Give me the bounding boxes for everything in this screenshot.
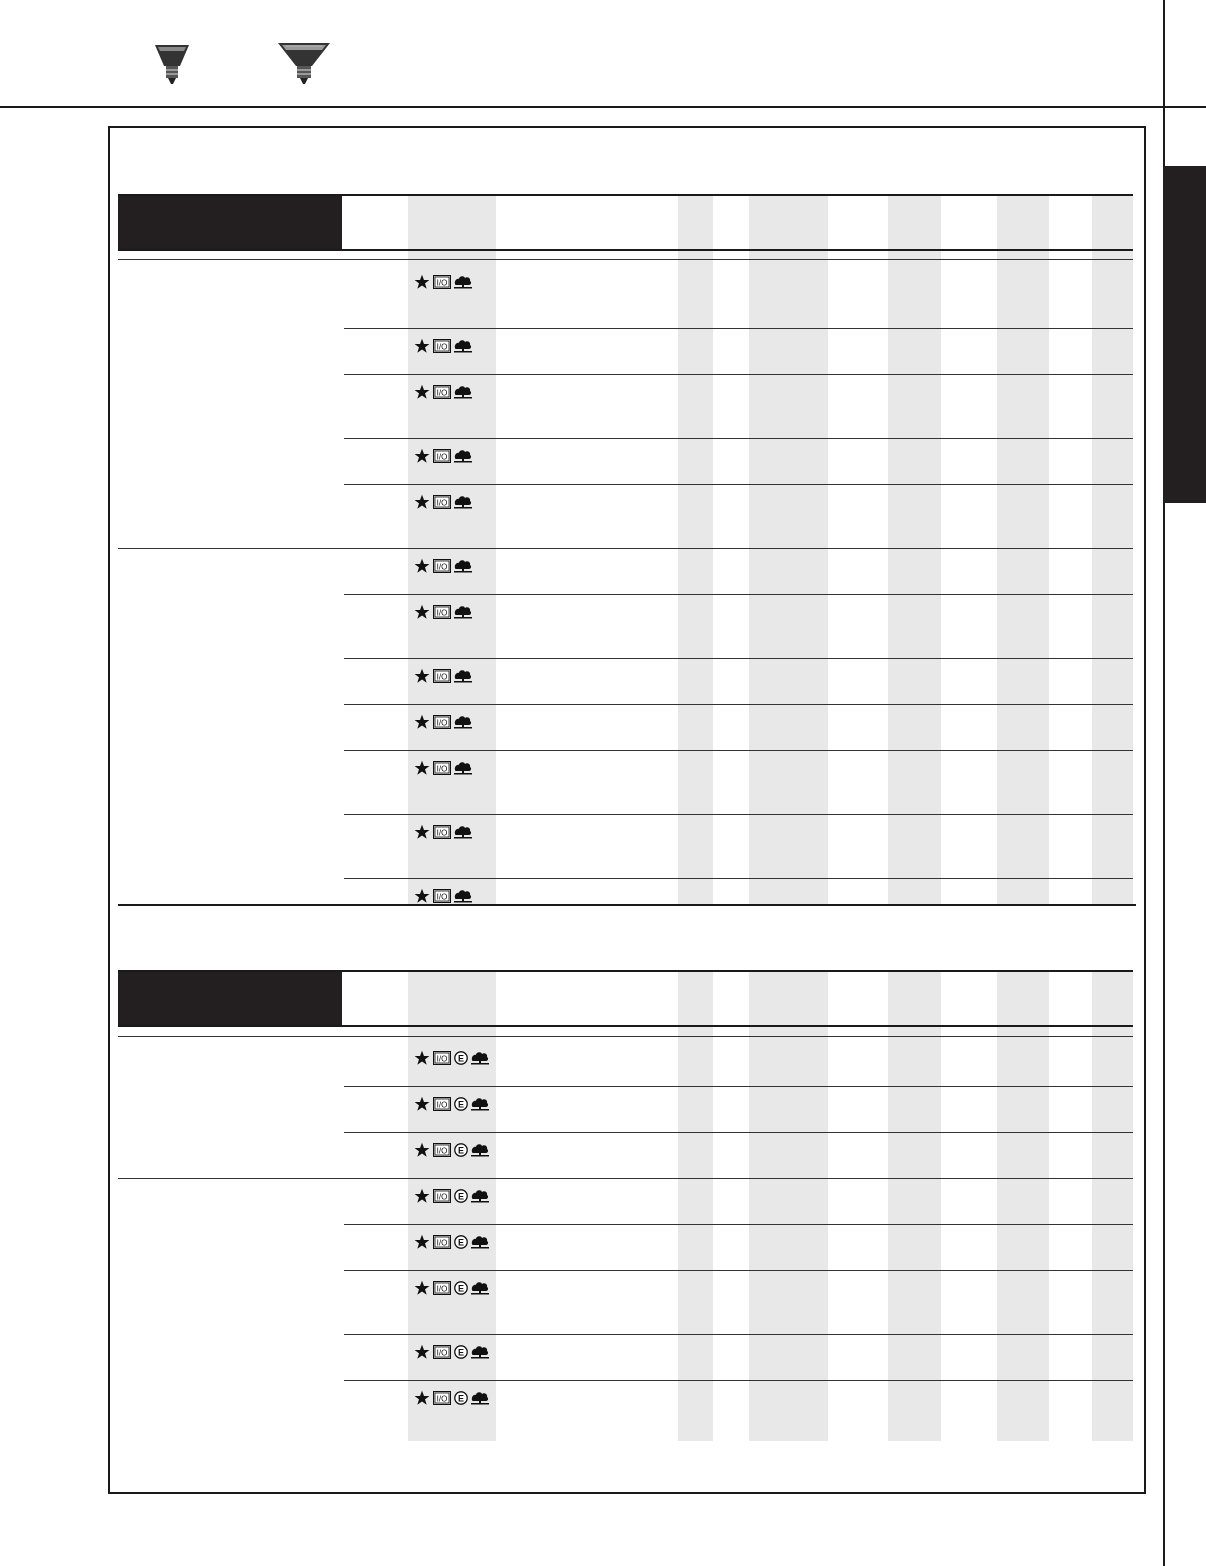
outdoor-tree-icon (454, 889, 472, 903)
indoor-outdoor-icon (433, 1235, 451, 1249)
indoor-outdoor-icon (433, 669, 451, 683)
star-icon (414, 1234, 430, 1250)
row-divider (344, 1086, 1133, 1087)
table-row-glyphs (414, 558, 472, 574)
indoor-outdoor-icon (433, 825, 451, 839)
energy-icon (454, 1391, 468, 1405)
svg-text:I/O: I/O (436, 498, 448, 508)
group-divider (118, 548, 1133, 549)
svg-text:E: E (457, 1145, 465, 1156)
content-frame (108, 126, 1146, 1494)
row-divider (344, 1224, 1133, 1225)
star-icon (414, 1142, 430, 1158)
indoor-outdoor-icon (433, 1143, 451, 1157)
column-shade (888, 972, 941, 1441)
table-row-glyphs (414, 1234, 489, 1250)
star-icon (414, 1188, 430, 1204)
indoor-outdoor-icon (433, 1097, 451, 1111)
table-header-sub-rule (118, 259, 1133, 260)
table-header-block (118, 196, 342, 250)
row-divider (344, 328, 1133, 329)
outdoor-tree-icon (454, 605, 472, 619)
svg-text:E: E (457, 1393, 465, 1404)
outdoor-tree-icon (454, 559, 472, 573)
indoor-outdoor-icon (433, 385, 451, 399)
outdoor-tree-icon (471, 1097, 489, 1111)
star-icon (414, 714, 430, 730)
outdoor-tree-icon (454, 761, 472, 775)
star-icon (414, 274, 430, 290)
row-divider (344, 814, 1133, 815)
svg-text:I/O: I/O (436, 342, 448, 352)
star-icon (414, 604, 430, 620)
star-icon (414, 384, 430, 400)
row-divider (344, 658, 1133, 659)
star-icon (414, 1390, 430, 1406)
indoor-outdoor-icon (433, 715, 451, 729)
row-divider (344, 438, 1133, 439)
table-row-glyphs (414, 494, 472, 510)
svg-text:I/O: I/O (436, 1238, 448, 1248)
svg-text:E: E (457, 1347, 465, 1358)
star-icon (414, 1096, 430, 1112)
indoor-outdoor-icon (433, 449, 451, 463)
indoor-outdoor-icon (433, 1391, 451, 1405)
outdoor-tree-icon (454, 669, 472, 683)
table-row-glyphs (414, 384, 472, 400)
outdoor-tree-icon (471, 1281, 489, 1295)
svg-text:I/O: I/O (436, 718, 448, 728)
table-header-sub-rule (118, 1036, 1133, 1037)
svg-text:I/O: I/O (436, 672, 448, 682)
outdoor-tree-icon (471, 1391, 489, 1405)
svg-text:I/O: I/O (436, 1192, 448, 1202)
row-divider (344, 704, 1133, 705)
table-row-glyphs (414, 1390, 489, 1406)
svg-text:I/O: I/O (436, 764, 448, 774)
outdoor-tree-icon (471, 1143, 489, 1157)
svg-text:I/O: I/O (436, 562, 448, 572)
indoor-outdoor-icon (433, 1345, 451, 1359)
star-icon (414, 338, 430, 354)
row-divider (344, 878, 1133, 879)
table-header-bottom-rule (118, 249, 1133, 251)
row-divider (344, 1132, 1133, 1133)
row-divider (344, 484, 1133, 485)
svg-text:I/O: I/O (436, 1284, 448, 1294)
row-divider (344, 374, 1133, 375)
outdoor-tree-icon (471, 1235, 489, 1249)
outdoor-tree-icon (454, 825, 472, 839)
svg-text:I/O: I/O (436, 1100, 448, 1110)
svg-text:I/O: I/O (436, 1146, 448, 1156)
svg-text:I/O: I/O (436, 388, 448, 398)
star-icon (414, 1344, 430, 1360)
column-shade (997, 972, 1049, 1441)
table-row-glyphs (414, 888, 472, 904)
star-icon (414, 1050, 430, 1066)
energy-icon (454, 1345, 468, 1359)
energy-icon (454, 1051, 468, 1065)
star-icon (414, 448, 430, 464)
row-divider (344, 750, 1133, 751)
star-icon (414, 824, 430, 840)
column-shade (678, 196, 713, 906)
indoor-outdoor-icon (433, 1051, 451, 1065)
table-row-glyphs (414, 1142, 489, 1158)
column-shade (997, 196, 1049, 906)
table-row-glyphs (414, 1344, 489, 1360)
indoor-outdoor-icon (433, 275, 451, 289)
svg-text:I/O: I/O (436, 452, 448, 462)
star-icon (414, 558, 430, 574)
svg-text:E: E (457, 1053, 465, 1064)
svg-text:E: E (457, 1237, 465, 1248)
outdoor-tree-icon (471, 1189, 489, 1203)
table-row-glyphs (414, 824, 472, 840)
outdoor-tree-icon (471, 1051, 489, 1065)
row-divider (344, 1270, 1133, 1271)
indoor-outdoor-icon (433, 1189, 451, 1203)
table-row-glyphs (414, 1280, 489, 1296)
outdoor-tree-icon (471, 1345, 489, 1359)
table-row-glyphs (414, 668, 472, 684)
star-icon (414, 760, 430, 776)
column-shade (678, 972, 713, 1441)
energy-icon (454, 1189, 468, 1203)
star-icon (414, 1280, 430, 1296)
star-icon (414, 494, 430, 510)
table-bottom-rule (118, 904, 1136, 906)
column-shade (408, 196, 496, 906)
table-row-glyphs (414, 1188, 489, 1204)
star-icon (414, 668, 430, 684)
table-row-glyphs (414, 604, 472, 620)
outdoor-tree-icon (454, 385, 472, 399)
svg-text:E: E (457, 1099, 465, 1110)
indoor-outdoor-icon (433, 495, 451, 509)
row-divider (344, 1380, 1133, 1381)
table-header-bottom-rule (118, 1025, 1133, 1027)
energy-icon (454, 1235, 468, 1249)
column-shade (888, 196, 941, 906)
table-row-glyphs (414, 714, 472, 730)
outdoor-tree-icon (454, 495, 472, 509)
indoor-outdoor-icon (433, 559, 451, 573)
energy-icon (454, 1143, 468, 1157)
svg-text:I/O: I/O (436, 828, 448, 838)
energy-icon (454, 1097, 468, 1111)
column-shade (749, 972, 828, 1441)
table-row-glyphs (414, 448, 472, 464)
outdoor-tree-icon (454, 715, 472, 729)
table-row-glyphs (414, 1096, 489, 1112)
indoor-outdoor-icon (433, 1281, 451, 1295)
svg-text:I/O: I/O (436, 1348, 448, 1358)
column-shade (408, 972, 496, 1441)
par-lamp-narrow-icon (152, 42, 192, 91)
svg-text:I/O: I/O (436, 278, 448, 288)
svg-text:E: E (457, 1283, 465, 1294)
table-row-glyphs (414, 1050, 489, 1066)
column-shade (749, 196, 828, 906)
indoor-outdoor-icon (433, 761, 451, 775)
svg-text:I/O: I/O (436, 1394, 448, 1404)
svg-text:I/O: I/O (436, 892, 448, 902)
outdoor-tree-icon (454, 449, 472, 463)
row-divider (344, 1334, 1133, 1335)
group-divider (118, 1178, 1133, 1179)
table-row-glyphs (414, 274, 472, 290)
indoor-outdoor-icon (433, 889, 451, 903)
indoor-outdoor-icon (433, 605, 451, 619)
indoor-outdoor-icon (433, 339, 451, 353)
row-divider (344, 594, 1133, 595)
svg-text:I/O: I/O (436, 608, 448, 618)
column-shade (1092, 972, 1133, 1441)
table-header-block (118, 972, 342, 1026)
section-tab (1163, 166, 1206, 503)
star-icon (414, 888, 430, 904)
outdoor-tree-icon (454, 275, 472, 289)
outdoor-tree-icon (454, 339, 472, 353)
energy-icon (454, 1281, 468, 1295)
table-row-glyphs (414, 338, 472, 354)
svg-text:I/O: I/O (436, 1054, 448, 1064)
top-rule (0, 106, 1206, 108)
table-row-glyphs (414, 760, 472, 776)
column-shade (1092, 196, 1133, 906)
svg-text:E: E (457, 1191, 465, 1202)
par-lamp-wide-icon (276, 40, 332, 91)
